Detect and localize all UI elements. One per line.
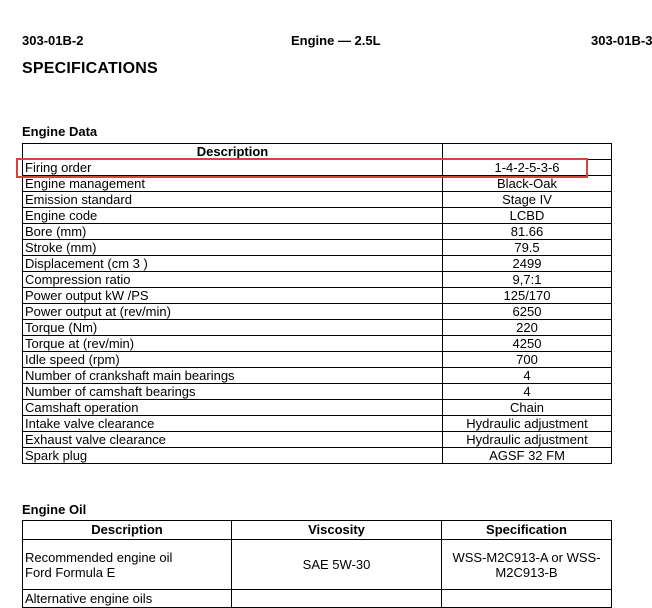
spec-value: Hydraulic adjustment: [443, 416, 612, 432]
spec-value: Stage IV: [443, 192, 612, 208]
column-header-specification: Specification: [442, 521, 612, 540]
table-row: [23, 416, 612, 432]
spec-description: Camshaft operation: [23, 400, 443, 416]
spec-value: 125/170: [443, 288, 612, 304]
oil-specification: WSS-M2C913-A or WSS-M2C913-B: [442, 540, 612, 590]
engine-oil-heading: Engine Oil: [22, 502, 87, 517]
spec-description: Intake valve clearance: [23, 416, 443, 432]
spec-value: 6250: [443, 304, 612, 320]
oil-description-line: Recommended engine oil: [25, 549, 173, 565]
spec-description: Idle speed (rpm): [23, 352, 443, 368]
spec-value: Black-Oak: [443, 176, 612, 192]
spec-value: 4250: [443, 336, 612, 352]
spec-description: Exhaust valve clearance: [23, 432, 443, 448]
table-row: [23, 384, 612, 400]
table-row: [23, 288, 612, 304]
table-row: [23, 368, 612, 384]
oil-description-line: Alternative engine oils: [25, 591, 153, 606]
engine-oil-body: [23, 540, 612, 608]
oil-description: [23, 590, 232, 608]
table-row: [23, 400, 612, 416]
spec-value: 220: [443, 320, 612, 336]
spec-value: Hydraulic adjustment: [443, 432, 612, 448]
engine-data-body: [23, 160, 612, 464]
table-row: [23, 160, 612, 176]
table-row: [23, 304, 612, 320]
page-code-right: 303-01B-3: [591, 33, 652, 48]
spec-value: LCBD: [443, 208, 612, 224]
spec-value: AGSF 32 FM: [443, 448, 612, 464]
table-row: [23, 320, 612, 336]
table-row: [23, 590, 612, 608]
spec-description: Power output at (rev/min): [23, 304, 443, 320]
column-header-description: Description: [23, 521, 232, 540]
spec-description: Number of camshaft bearings: [23, 384, 443, 400]
page-code-left: 303-01B-2: [22, 33, 84, 48]
spec-value: 4: [443, 384, 612, 400]
spec-description: Bore (mm): [23, 224, 443, 240]
table-row: [23, 448, 612, 464]
spec-description: Firing order: [23, 160, 443, 176]
table-row: [23, 224, 612, 240]
table-row: [23, 192, 612, 208]
engine-oil-header-row: [23, 521, 612, 540]
engine-data-header-row: [23, 144, 612, 160]
table-row: [23, 176, 612, 192]
table-row: [23, 208, 612, 224]
table-row: [23, 432, 612, 448]
table-row: [23, 240, 612, 256]
engine-data-table: [22, 143, 612, 464]
spec-description: Emission standard: [23, 192, 443, 208]
oil-viscosity: SAE 5W-30: [232, 540, 442, 590]
spec-description: Displacement (cm 3 ): [23, 256, 443, 272]
engine-data-heading: Engine Data: [22, 124, 98, 139]
column-header-description: Description: [23, 144, 443, 160]
table-row: [23, 540, 612, 590]
table-row: [23, 256, 612, 272]
page-header-title: Engine — 2.5L: [291, 33, 381, 48]
spec-value: 4: [443, 368, 612, 384]
spec-description: Compression ratio: [23, 272, 443, 288]
table-row: [23, 352, 612, 368]
engine-oil-table: [22, 520, 612, 608]
spec-value: 81.66: [443, 224, 612, 240]
spec-description: Torque at (rev/min): [23, 336, 443, 352]
page-title: SPECIFICATIONS: [22, 60, 158, 77]
spec-description: Stroke (mm): [23, 240, 443, 256]
spec-description: Engine management: [23, 176, 443, 192]
spec-value: 700: [443, 352, 612, 368]
oil-description-line: Ford Formula E: [25, 564, 116, 580]
column-header-viscosity: Viscosity: [232, 521, 442, 540]
spec-description: Spark plug: [23, 448, 443, 464]
spec-description: Torque (Nm): [23, 320, 443, 336]
spec-value: 79.5: [443, 240, 612, 256]
oil-description: [23, 540, 232, 590]
spec-value: 2499: [443, 256, 612, 272]
spec-value: 1-4-2-5-3-6: [443, 160, 612, 176]
oil-specification: [442, 590, 612, 608]
spec-value: 9,7:1: [443, 272, 612, 288]
oil-viscosity: [232, 590, 442, 608]
spec-value: Chain: [443, 400, 612, 416]
spec-description: Engine code: [23, 208, 443, 224]
spec-description: Number of crankshaft main bearings: [23, 368, 443, 384]
table-row: [23, 272, 612, 288]
column-header-value: [443, 144, 612, 160]
table-row: [23, 336, 612, 352]
spec-description: Power output kW /PS: [23, 288, 443, 304]
